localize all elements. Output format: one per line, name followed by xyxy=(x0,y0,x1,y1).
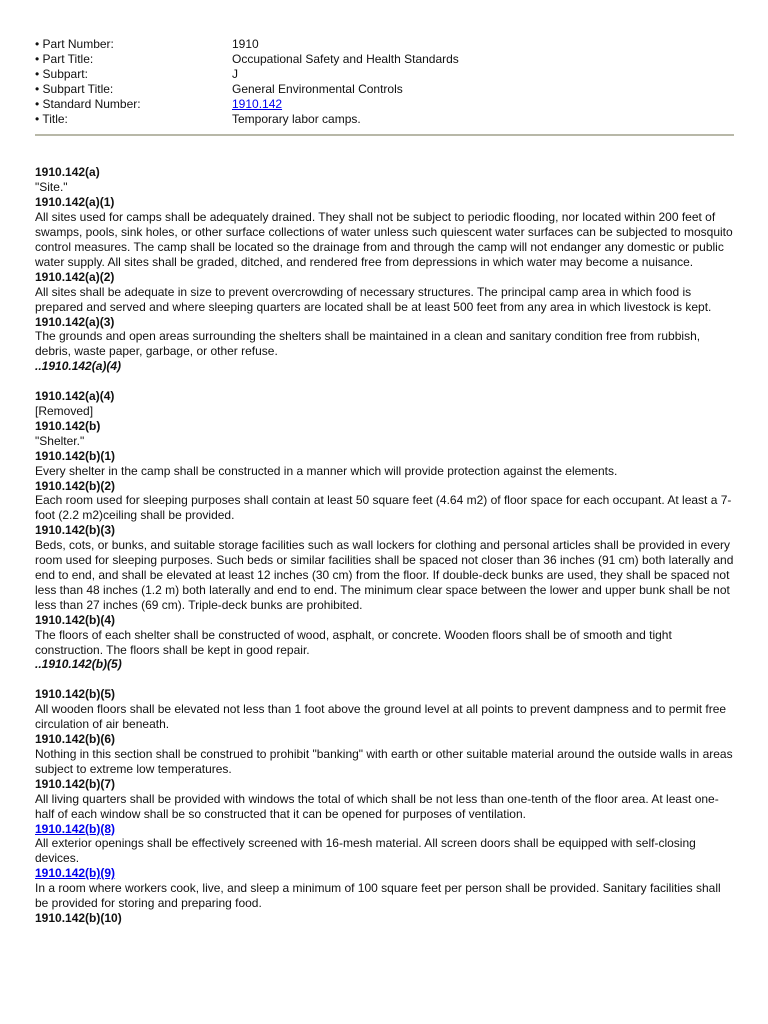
section-paragraph: All wooden floors shall be elevated not less than 1 foot above the ground level at all points to prevent dampness and to permit free circulation of air beneath. xyxy=(35,702,727,732)
meta-label: • Subpart: xyxy=(35,66,88,81)
section-paragraph: All sites shall be adequate in size to prevent overcrowding of necessary structures. The principal camp area in which food is prepared and served and where sleeping quarters are located shall be at least 500 feet from any area in which livestock is kept. xyxy=(35,284,712,314)
continuation-marker: ..1910.142(b)(5) xyxy=(35,657,122,672)
header-divider xyxy=(35,134,734,136)
section-number: 1910.142(b)(1) xyxy=(35,448,116,463)
section-number: 1910.142(b)(10) xyxy=(35,910,122,925)
section-number-link[interactable]: 1910.142(b)(8) xyxy=(35,821,116,836)
meta-label: • Standard Number: xyxy=(35,96,141,111)
meta-value xyxy=(232,97,734,112)
section-number: 1910.142(a)(2) xyxy=(35,269,115,284)
standard-metadata xyxy=(35,37,734,126)
section-number: 1910.142(b)(4) xyxy=(35,612,116,627)
section-paragraph: The floors of each shelter shall be constructed of wood, asphalt, or concrete. Wooden floors shall be of smooth and tight construction. The floors shall be kept in good repair. xyxy=(35,627,672,657)
meta-value: J xyxy=(232,66,238,81)
section-paragraph: All exterior openings shall be effectively screened with 16-mesh material. All screen doors shall be equipped with self-closing devices. xyxy=(35,836,696,866)
section-number: 1910.142(a)(3) xyxy=(35,314,115,329)
section-number: 1910.142(b) xyxy=(35,418,101,433)
meta-label: • Part Title: xyxy=(35,51,94,66)
section-number: 1910.142(a)(1) xyxy=(35,195,115,210)
continuation-marker: ..1910.142(a)(4) xyxy=(35,359,122,374)
section-paragraph: "Site." xyxy=(35,180,68,195)
meta-label: • Part Number: xyxy=(35,37,114,51)
meta-value: Occupational Safety and Health Standards xyxy=(232,51,459,66)
section-number: 1910.142(b)(3) xyxy=(35,523,116,538)
section-paragraph: All sites used for camps shall be adequately drained. They shall not be subject to periodic flooding, nor located within 200 feet of swamps, pools, sink holes, or other surface collections of water unless such quiescent water surfaces can be subjected to mosquito control measures. The camp shall be located so the drainage from and through the camp will not endanger any domestic or public water supply. All sites shall be graded, ditched, and rendered free from depressions in which water may become a nuisance. xyxy=(35,210,733,269)
meta-label: • Subpart Title: xyxy=(35,81,114,96)
section-number: 1910.142(b)(5) xyxy=(35,687,116,702)
section-number: 1910.142(a)(4) xyxy=(35,389,115,404)
section-number: 1910.142(a) xyxy=(35,165,100,180)
section-number: 1910.142(b)(6) xyxy=(35,732,116,747)
standard-number-link[interactable]: 1910.142 xyxy=(232,96,283,111)
meta-value: General Environmental Controls xyxy=(232,81,403,96)
meta-value: 1910 xyxy=(232,37,259,51)
section-paragraph: In a room where workers cook, live, and sleep a minimum of 100 square feet per person shall be provided. Sanitary facilities shall be provided for storing and preparing food. xyxy=(35,881,721,911)
section-paragraph: Each room used for sleeping purposes shall contain at least 50 square feet (4.64 m2) of floor space for each occupant. At least a 7-foot (2.2 m2)ceiling shall be provided. xyxy=(35,493,732,523)
section-number: 1910.142(b)(2) xyxy=(35,478,116,493)
section-paragraph: All living quarters shall be provided with windows the total of which shall be not less than one-tenth of the floor area. At least one-half of each window shall be so constructed that it can be opened for purposes of ventilation. xyxy=(35,791,719,821)
section-paragraph: The grounds and open areas surrounding the shelters shall be maintained in a clean and sanitary condition free from rubbish, debris, waste paper, garbage, or other refuse. xyxy=(35,329,701,359)
section-paragraph: Beds, cots, or bunks, and suitable storage facilities such as wall lockers for clothing and personal articles shall be provided in every room used for sleeping purposes. Such beds or similar facilities shall be spaced not closer than 36 inches (91 cm) both laterally and end to end, and shall be elevated at least 12 inches (30 cm) from the floor. If double-deck bunks are used, they shall be spaced not less than 48 inches (1.2 m) both laterally and end to end. The minimum clear space between the lower and upper bunk shall be not less than 27 inches (69 cm). Triple-deck bunks are prohibited. xyxy=(35,538,734,612)
section-paragraph: "Shelter." xyxy=(35,433,85,448)
section-paragraph: Nothing in this section shall be construed to prohibit "banking" with earth or other suitable material around the outside walls in areas subject to extreme low temperatures. xyxy=(35,746,733,776)
meta-value: Temporary labor camps. xyxy=(232,111,361,126)
standard-body xyxy=(35,165,734,925)
section-number: 1910.142(b)(7) xyxy=(35,776,116,791)
section-paragraph: [Removed] xyxy=(35,404,94,419)
meta-label: • Title: xyxy=(35,111,68,126)
section-number-link[interactable]: 1910.142(b)(9) xyxy=(35,866,116,881)
section-paragraph: Every shelter in the camp shall be constructed in a manner which will provide protection against the elements. xyxy=(35,463,618,478)
